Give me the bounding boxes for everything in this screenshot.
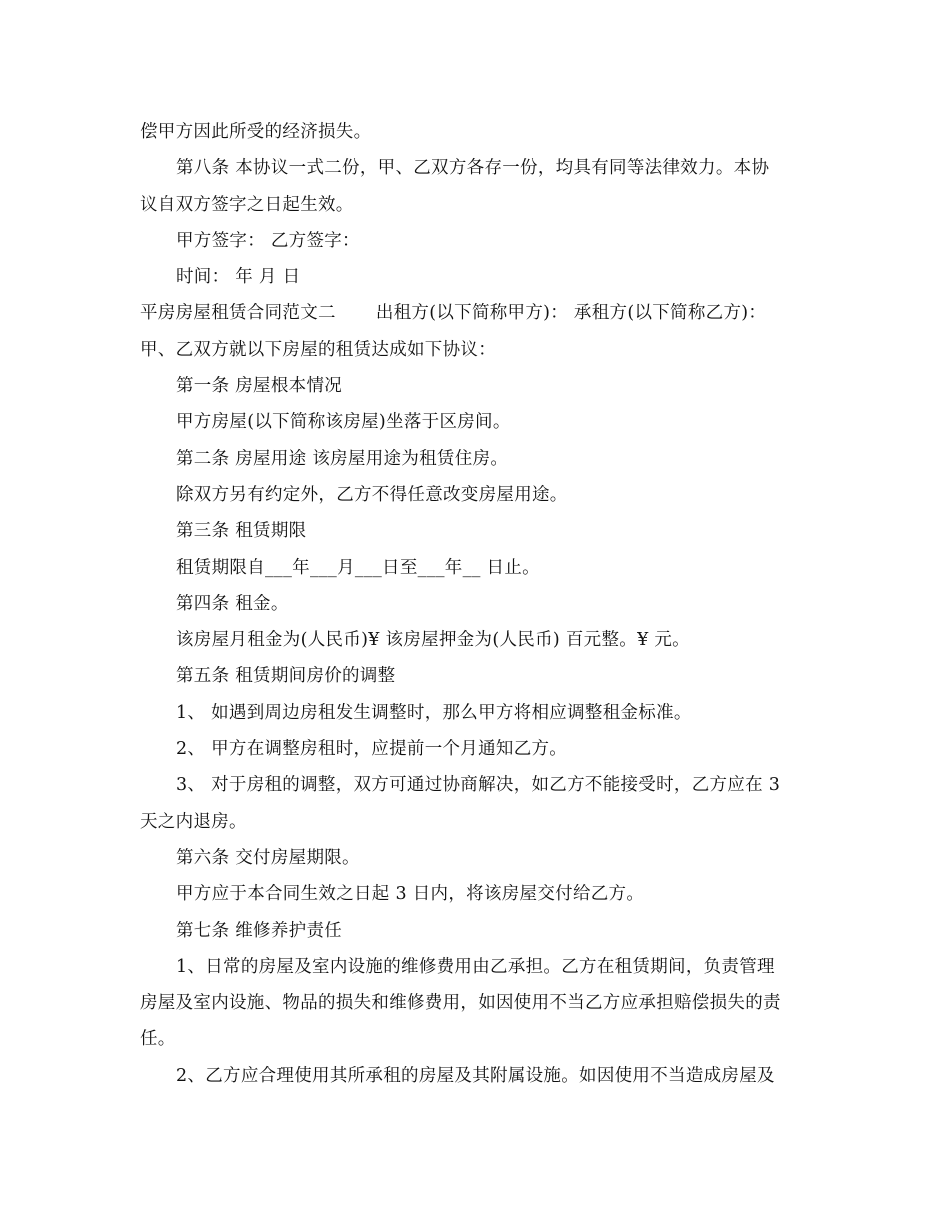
- list-item: 2、乙方应合理使用其所承租的房屋及其附属设施。如因使用不当造成房屋及: [176, 1065, 775, 1086]
- article-heading: 第五条 租赁期间房价的调整: [176, 666, 396, 687]
- text-line: 甲方房屋(以下简称该房屋)坐落于区房间。: [176, 412, 511, 433]
- text-line: 议自双方签字之日起生效。: [140, 194, 354, 215]
- contract-title: 平房房屋租赁合同范文二: [140, 303, 336, 324]
- text-line: 偿甲方因此所受的经济损失。: [140, 122, 372, 142]
- article-heading: 第一条 房屋根本情况: [176, 376, 343, 397]
- date-line: 时间： 年 月 日: [176, 267, 301, 288]
- list-item: 1、 如遇到周边房租发生调整时，那么甲方将相应调整租金标准。: [176, 702, 692, 723]
- text-line: 房屋及室内设施、物品的损失和维修费用，如因使用不当乙方应承担赔偿损失的责: [140, 993, 781, 1014]
- text-line: 该房屋月租金为(人民币)¥ 该房屋押金为(人民币) 百元整。¥ 元。: [176, 630, 690, 651]
- signature-line: 甲方签字： 乙方签字：: [176, 230, 360, 251]
- article-heading: 第三条 租赁期限: [176, 521, 307, 542]
- text-line: 除双方另有约定外，乙方不得任意改变房屋用途。: [176, 484, 568, 505]
- text-line: 甲方应于本合同生效之日起 3 日内，将该房屋交付给乙方。: [176, 884, 645, 905]
- list-item: 2、 甲方在调整房租时，应提前一个月通知乙方。: [176, 739, 568, 760]
- article-heading: 第二条 房屋用途 该房屋用途为租赁住房。: [176, 448, 509, 469]
- article-heading: 第六条 交付房屋期限。: [176, 847, 360, 868]
- contract-title-line: [140, 295, 812, 331]
- text-line: 天之内退房。: [140, 811, 247, 832]
- parties-text: 出租方(以下简称甲方)： 承租方(以下简称乙方)：: [375, 303, 767, 324]
- article-heading: 第四条 租金。: [176, 593, 289, 614]
- text-line: 任。: [140, 1029, 176, 1050]
- list-item: 1、日常的房屋及室内设施的维修费用由乙承担。乙方在租赁期间，负责管理: [176, 956, 775, 977]
- document-page: [140, 114, 812, 1094]
- list-item: 3、 对于房租的调整，双方可通过协商解决，如乙方不能接受时，乙方应在 3: [176, 775, 781, 796]
- text-line: 甲、乙双方就以下房屋的租赁达成如下协议：: [140, 339, 496, 360]
- article-heading: 第七条 维修养护责任: [176, 920, 343, 941]
- text-line: 租赁期限自___年___月___日至___年__ 日止。: [176, 557, 540, 578]
- article-8-line: 第八条 本协议一式二份，甲、乙双方各存一份，均具有同等法律效力。本协: [176, 158, 770, 179]
